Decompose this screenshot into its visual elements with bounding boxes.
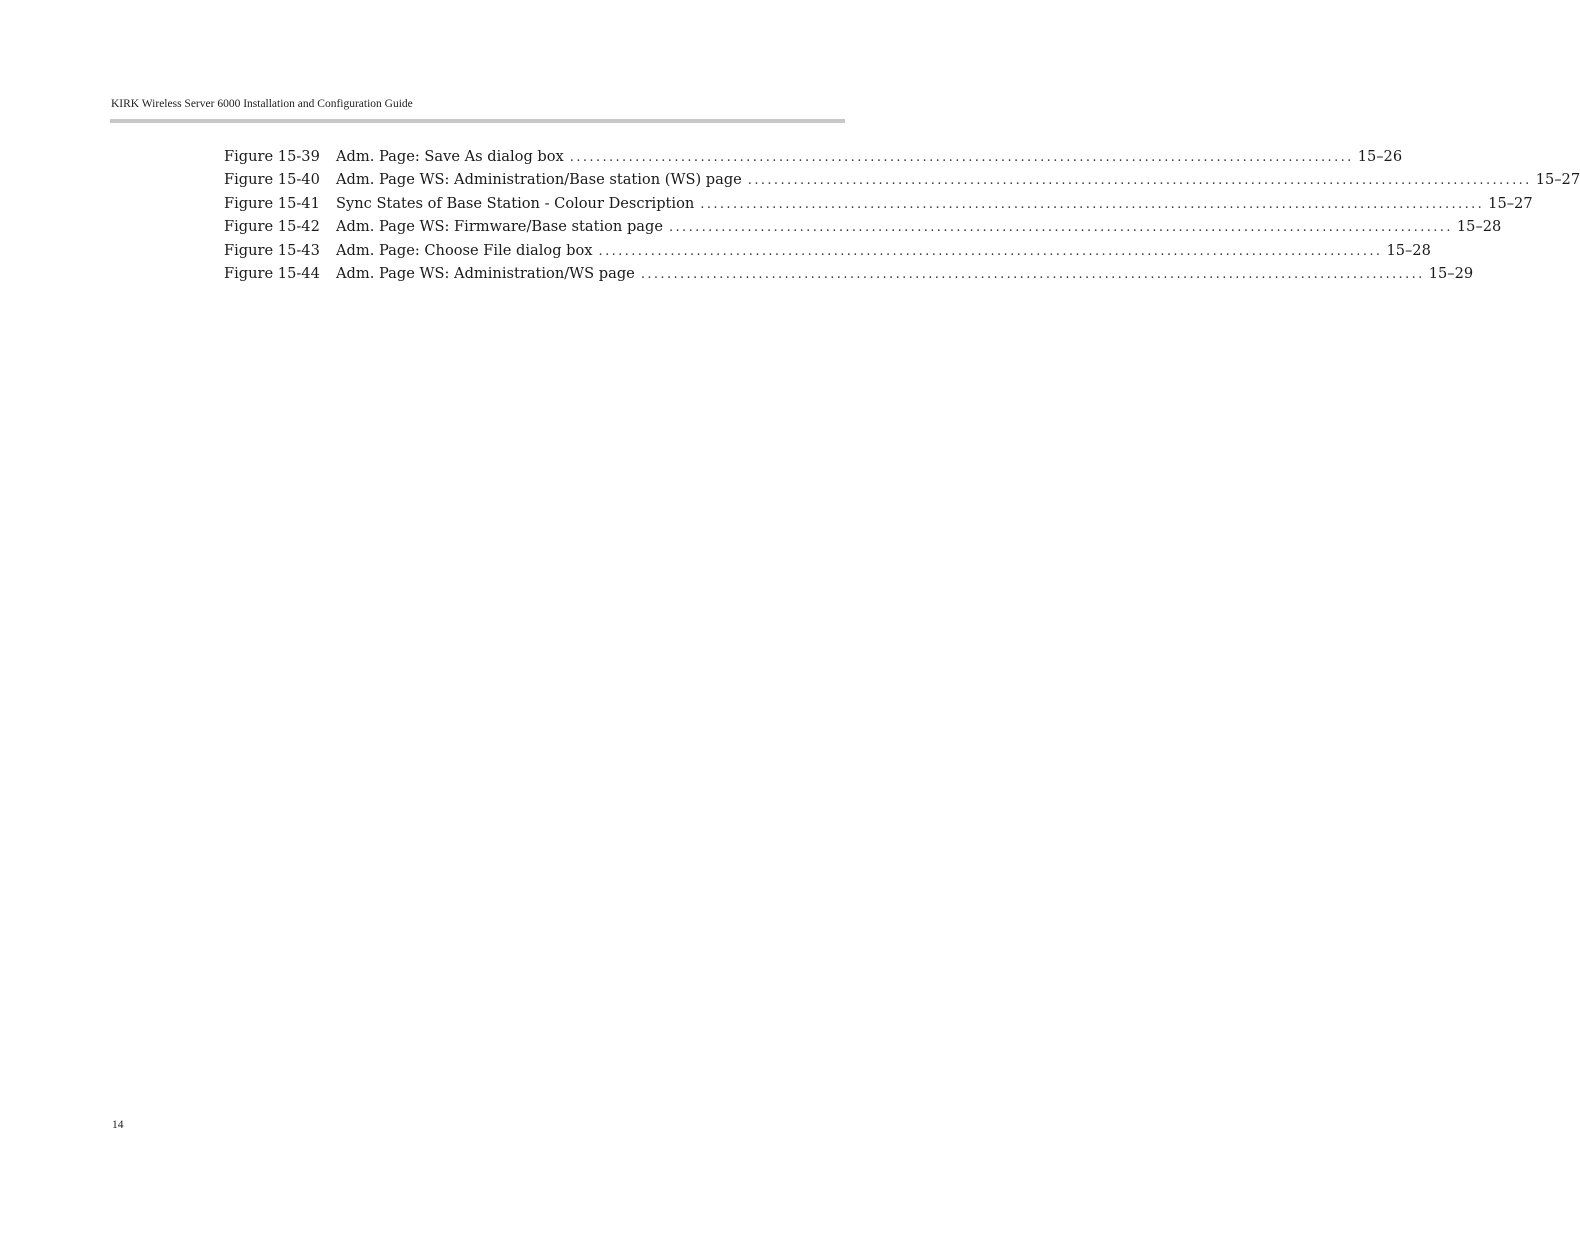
dot-leader: ........................................................................................................................ [747, 173, 1532, 189]
header-rule [110, 119, 845, 123]
figure-title: Adm. Page WS: Firmware/Base station page [336, 218, 663, 236]
figure-page: 15–26 [1357, 148, 1403, 165]
dot-leader: ........................................................................................................................ [569, 150, 1354, 165]
figure-entry[interactable] [224, 148, 1403, 171]
figure-entry[interactable] [224, 171, 1580, 194]
list-of-figures [224, 148, 1580, 288]
dot-leader: ........................................................................................................................ [668, 220, 1453, 236]
figure-entry[interactable] [224, 194, 1533, 218]
page-number: 14 [112, 1119, 124, 1131]
figure-page: 15–27 [1488, 194, 1533, 212]
figure-page: 15–28 [1456, 218, 1502, 236]
figure-title: Sync States of Base Station - Colour Description [336, 194, 695, 212]
figure-entry[interactable] [224, 264, 1474, 288]
figure-number: Figure 15-40 [224, 171, 320, 189]
figure-title: Adm. Page WS: Administration/WS page [336, 264, 635, 282]
figure-number: Figure 15-42 [224, 218, 320, 236]
figure-page: 15–29 [1428, 264, 1474, 282]
figure-entry[interactable] [224, 241, 1431, 265]
figure-number: Figure 15-43 [224, 241, 320, 259]
figure-title: Adm. Page WS: Administration/Base station (WS) page [336, 171, 742, 189]
figure-number: Figure 15-44 [224, 264, 320, 282]
figure-page: 15–27 [1535, 171, 1580, 189]
dot-leader: ........................................................................................................................ [640, 266, 1425, 282]
figure-title: Adm. Page: Save As dialog box [336, 148, 564, 165]
dot-leader: ........................................................................................................................ [598, 243, 1383, 259]
figure-page: 15–28 [1386, 241, 1431, 259]
figure-entry[interactable] [224, 218, 1502, 241]
figure-number: Figure 15-39 [224, 148, 320, 165]
dot-leader: ........................................................................................................................ [700, 196, 1485, 212]
figure-title: Adm. Page: Choose File dialog box [336, 241, 593, 259]
figure-number: Figure 15-41 [224, 194, 320, 212]
running-header: KIRK Wireless Server 6000 Installation and Configuration Guide [111, 98, 413, 110]
